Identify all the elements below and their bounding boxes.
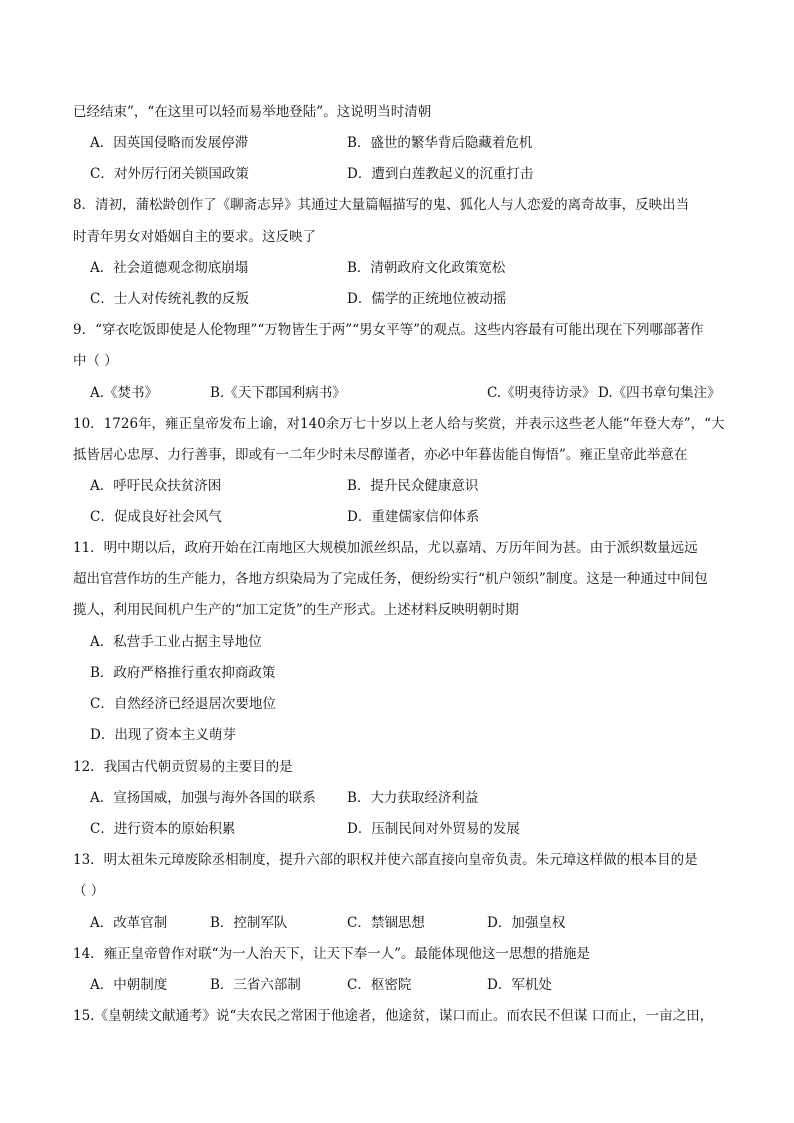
- q15-stem-line1: 15.《皇朝续文献通考》说“夫农民之常困于他途者，他途贫，谋口而止。而农民不但谋 口而止，一亩之田，: [73, 1008, 714, 1024]
- q14-option-a[interactable]: A．中朝制度: [90, 977, 168, 993]
- q7-stem-tail: 已经结束”，“在这里可以轻而易举地登陆”。这说明当时清朝: [73, 104, 432, 120]
- q13-stem-line2: （ ）: [73, 883, 105, 899]
- q13-option-b[interactable]: B．控制军队: [210, 915, 288, 931]
- q10-stem-line2: 抵皆居心忠厚、力行善事，即或有一二年少时未尽醇谨者，亦必中年暮齿能自悔悟”。雍正皇帝此举意在: [73, 447, 688, 463]
- q10-option-b[interactable]: B．提升民众健康意识: [347, 478, 479, 494]
- q7-option-d[interactable]: D．遭到白莲教起义的沉重打击: [347, 166, 534, 182]
- q10-option-c[interactable]: C．促成良好社会风气: [90, 509, 222, 525]
- q14-stem-line1: 14．雍正皇帝曾作对联“为一人治天下，让天下奉一人”。最能体现他这一思想的措施是: [73, 946, 590, 962]
- q9-option-b[interactable]: B.《天下郡国利病书》: [210, 385, 346, 401]
- q14-option-d[interactable]: D．军机处: [487, 977, 552, 993]
- q12-option-d[interactable]: D．压制民间对外贸易的发展: [347, 821, 520, 837]
- q12-option-c[interactable]: C．进行资本的原始积累: [90, 821, 236, 837]
- q8-option-d[interactable]: D．儒学的正统地位被动摇: [347, 291, 507, 307]
- q11-option-c[interactable]: C．自然经济已经退居次要地位: [90, 696, 276, 712]
- q12-stem-line1: 12．我国古代朝贡贸易的主要目的是: [73, 759, 293, 775]
- q13-option-a[interactable]: A．改革官制: [90, 915, 168, 931]
- q13-stem-line1: 13．明太祖朱元璋废除丞相制度，提升六部的职权并使六部直接向皇帝负责。朱元璋这样做的根本目的是: [73, 852, 698, 868]
- q9-stem-line2: 中（ ）: [73, 353, 118, 369]
- q14-option-c[interactable]: C．枢密院: [347, 977, 412, 993]
- q12-option-a[interactable]: A．宣扬国威，加强与海外各国的联系: [90, 790, 316, 806]
- q12-option-b[interactable]: B．大力获取经济利益: [347, 790, 479, 806]
- q11-stem-line2: 超出官营作坊的生产能力，各地方织染局为了完成任务，便纷纷实行“机户领织”制度。这是一种通过中间包: [73, 571, 708, 587]
- q11-stem-line1: 11．明中期以后，政府开始在江南地区大规模加派丝织品，尤以嘉靖、万历年间为甚。由于派织数量远远: [73, 540, 698, 556]
- q10-option-d[interactable]: D．重建儒家信仰体系: [347, 509, 480, 525]
- q13-option-c[interactable]: C．禁锢思想: [347, 915, 425, 931]
- q8-stem-line2: 时青年男女对婚姻自主的要求。这反映了: [73, 229, 316, 245]
- q8-option-c[interactable]: C．士人对传统礼教的反叛: [90, 291, 249, 307]
- q11-option-b[interactable]: B．政府严格推行重农抑商政策: [90, 665, 276, 681]
- q14-option-b[interactable]: B．三省六部制: [210, 977, 301, 993]
- q8-option-a[interactable]: A．社会道德观念彻底崩塌: [90, 260, 249, 276]
- q9-option-d[interactable]: D.《四书章句集注》: [598, 385, 721, 401]
- q9-option-c[interactable]: C.《明夷待访录》: [487, 385, 596, 401]
- q7-option-c[interactable]: C．对外厉行闭关锁国政策: [90, 166, 249, 182]
- q11-option-d[interactable]: D．出现了资本主义萌芽: [90, 727, 236, 743]
- q8-option-b[interactable]: B．清朝政府文化政策宽松: [347, 260, 506, 276]
- q10-option-a[interactable]: A．呼吁民众扶贫济困: [90, 478, 222, 494]
- q11-option-a[interactable]: A．私营手工业占据主导地位: [90, 634, 262, 650]
- q13-option-d[interactable]: D．加强皇权: [487, 915, 566, 931]
- q8-stem-line1: 8．清初，蒲松龄创作了《聊斋志异》其通过大量篇幅描写的鬼、狐化人与人恋爱的离奇故事，反映出当: [73, 197, 690, 213]
- q7-option-a[interactable]: A．因英国侵略而发展停滞: [90, 135, 249, 151]
- q9-option-a[interactable]: A.《焚书》: [90, 385, 159, 401]
- q11-stem-line3: 揽人，利用民间机户生产的“加工定货”的生产形式。上述材料反映明朝时期: [73, 602, 519, 618]
- q10-stem-line1: 10．1726年，雍正皇帝发布上谕，对140余万七十岁以上老人给与奖赏，并表示这些老人能“年登大寿”，“大: [73, 416, 725, 432]
- q7-option-b[interactable]: B．盛世的繁华背后隐藏着危机: [347, 135, 533, 151]
- q9-stem-line1: 9．“穿衣吃饭即使是人伦物理”“万物皆生于两”“男女平等”的观点。这些内容最有可能出现在下列哪部著作: [73, 322, 704, 338]
